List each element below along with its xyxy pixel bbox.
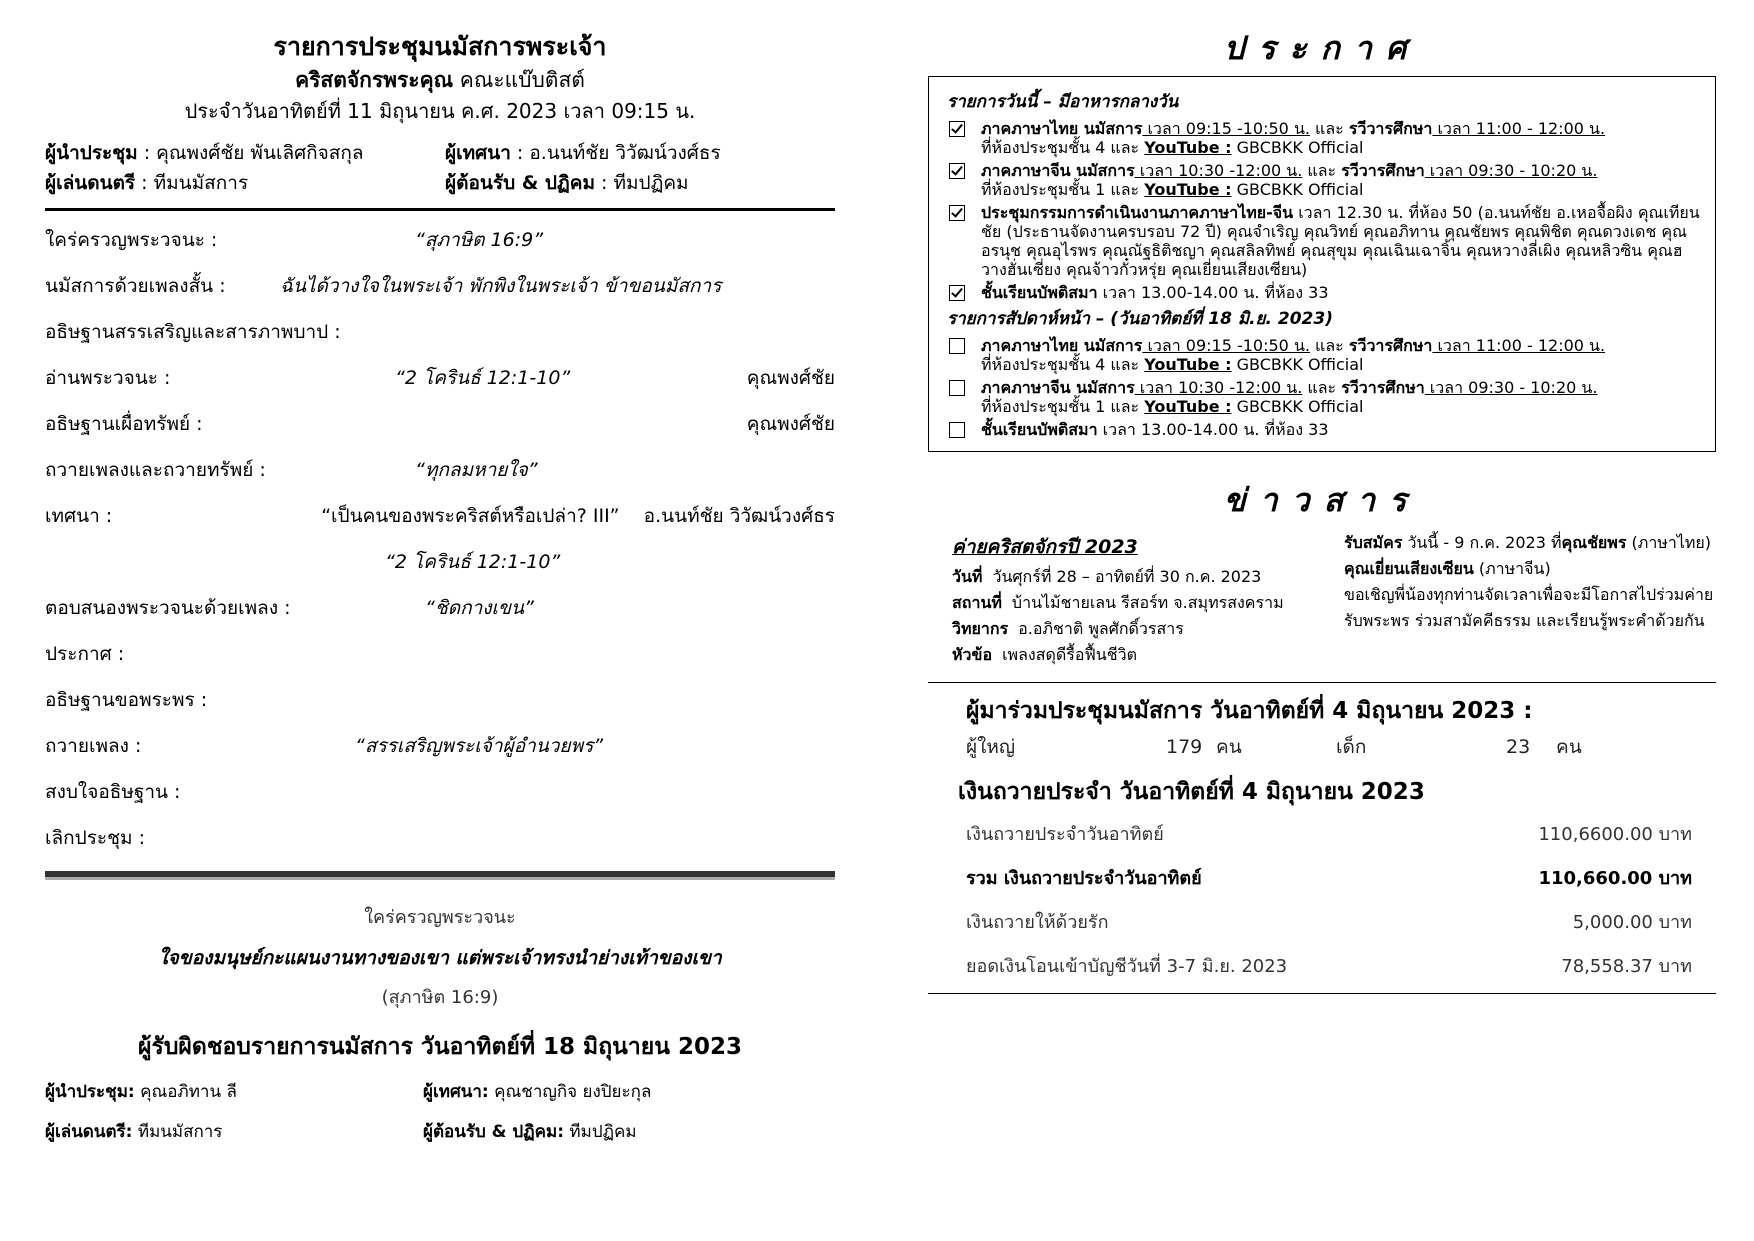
camp-value: วันศุกร์ที่ 28 – อาทิตย์ที่ 30 ก.ค. 2023	[992, 567, 1262, 586]
item-text: GBCBKK Official	[1231, 180, 1364, 199]
leader-label: ผู้ต้อนรับ & ปฏิคม	[445, 172, 595, 194]
order-person: คุณพงศ์ชัย	[746, 413, 835, 435]
verse-title: ใคร่ครวญพระวจนะ	[364, 907, 516, 928]
leader-value: ทีมปฏิคม	[564, 1122, 637, 1142]
item-text: เวลา 13.00-14.00 น. ที่ห้อง 33	[1097, 283, 1329, 302]
order-label: ถวายเพลงและถวายทรัพย์ :	[45, 459, 266, 481]
order-person: คุณพงศ์ชัย	[746, 367, 835, 389]
announce-box	[928, 76, 1716, 452]
order-row	[45, 815, 835, 861]
attendance-title: ผู้มาร่วมประชุมนมัสการ วันอาทิตย์ที่ 4 มิถุนายน 2023 :	[966, 698, 1533, 724]
reg-invite: ขอเชิญพี่น้องทุกท่านจัดเวลาเพื่อจะมีโอกาสไปร่วมค่ายรับพระพร ร่วมสามัคคีธรรม และเรียนรู้พระคำด้วยกัน	[1344, 585, 1714, 630]
item-bold: รวีวารศึกษา	[1341, 161, 1425, 180]
divider	[45, 871, 835, 880]
camp-title: ค่ายคริสตจักรปี 2023	[952, 536, 1138, 558]
youtube-label: YouTube :	[1144, 397, 1232, 416]
order-label: อ่านพระวจนะ :	[45, 367, 171, 389]
reg-bold: คุณชัยพร	[1561, 533, 1627, 552]
checkbox-checked-icon	[949, 163, 965, 179]
reg-bold: รับสมัคร	[1344, 533, 1403, 552]
order-label: อธิษฐานสรรเสริญและสารภาพบาป :	[45, 321, 341, 343]
announce-item	[947, 161, 1701, 199]
service-title: รายการประชุมนมัสการพระเจ้า	[273, 32, 607, 61]
item-bold: ภาคภาษาไทย นมัสการ	[981, 336, 1143, 355]
news-heading: ข่าวสาร	[1223, 481, 1421, 519]
camp-value: บ้านไม้ชายเลน รีสอร์ท จ.สมุทรสงคราม	[1011, 593, 1284, 612]
order-row	[45, 631, 835, 677]
order-label: ถวายเพลง :	[45, 735, 142, 757]
attendance-row	[928, 729, 1716, 765]
leader-label: ผู้นำประชุม	[45, 142, 138, 164]
leader-label: ผู้เล่นดนตรี:	[45, 1122, 133, 1142]
church-name-rest: คณะแบ๊บติสต์	[459, 68, 585, 92]
verse-text: ใจของมนุษย์กะแผนงานทางของเขา แต่พระเจ้าทรงนำย่างเท้าของเขา	[158, 947, 722, 969]
leader-item	[45, 1112, 423, 1152]
camp-key: สถานที่	[952, 593, 1002, 612]
adult-label: ผู้ใหญ่	[966, 736, 1016, 758]
camp-key: วิทยากร	[952, 619, 1009, 638]
leader-value: คุณอภิทาน ลี	[134, 1082, 237, 1102]
announce-item	[947, 420, 1701, 439]
offering-total-row	[928, 857, 1716, 901]
leader-label: ผู้เทศนา	[445, 142, 511, 164]
youtube-label: YouTube :	[1144, 138, 1232, 157]
offering-value: 110,6600.00 บาท	[1538, 824, 1692, 845]
next-week-leaders	[45, 1072, 835, 1152]
order-row	[45, 769, 835, 815]
checkbox-checked-icon	[949, 121, 965, 137]
leader-item	[45, 138, 445, 168]
offering-label: รวม เงินถวายประจำวันอาทิตย์	[966, 868, 1202, 889]
item-bold: ชั้นเรียนบัพติสมา	[981, 283, 1098, 302]
leader-label: ผู้เล่นดนตรี	[45, 172, 136, 194]
offering-value: 5,000.00 บาท	[1572, 912, 1692, 933]
order-row	[45, 355, 835, 401]
offering-value: 78,558.37 บาท	[1561, 956, 1692, 977]
checkbox-empty-icon	[949, 380, 965, 396]
order-row	[45, 263, 835, 309]
camp-details	[952, 530, 1344, 668]
offering-label: เงินถวายให้ด้วยรัก	[966, 912, 1109, 933]
camp-key: หัวข้อ	[952, 645, 993, 664]
camp-row	[952, 564, 1344, 590]
leader-item	[445, 138, 835, 168]
leader-item	[45, 168, 445, 198]
divider	[928, 993, 1716, 994]
child-label: เด็ก	[1336, 736, 1367, 758]
order-detail: “สรรเสริญพระเจ้าผู้อำนวยพร”	[355, 735, 604, 757]
item-bold: ชั้นเรียนบัพติสมา	[981, 420, 1098, 439]
camp-row	[952, 590, 1344, 616]
order-row	[45, 447, 835, 493]
reg-text: (ภาษาไทย)	[1626, 533, 1712, 552]
leader-value: คุณชาญกิจ ยงปิยะกุล	[488, 1082, 652, 1102]
item-text: เวลา 13.00-14.00 น. ที่ห้อง 33	[1097, 420, 1329, 439]
order-row	[45, 401, 835, 447]
announce-item	[947, 378, 1701, 416]
leader-item	[445, 168, 835, 198]
item-bold: รวีวารศึกษา	[1348, 336, 1433, 355]
divider	[45, 208, 835, 211]
leader-item	[423, 1112, 833, 1152]
reg-text: วันนี้ - 9 ก.ค. 2023 ที่	[1402, 533, 1562, 552]
item-text: GBCBKK Official	[1231, 355, 1364, 374]
checkbox-checked-icon	[949, 285, 965, 301]
offering-row	[928, 813, 1716, 857]
leader-label: ผู้เทศนา:	[423, 1082, 489, 1102]
leader-value: : ทีมปฏิคม	[595, 172, 689, 194]
announce-item	[947, 203, 1701, 279]
adult-count: 179	[1166, 736, 1203, 758]
announcements-column	[928, 30, 1716, 994]
order-label: เลิกประชุม :	[45, 827, 145, 849]
reg-text: (ภาษาจีน)	[1473, 559, 1551, 578]
item-time: เวลา 09:30 - 10:20 น.	[1424, 378, 1598, 397]
church-name-bold: คริสตจักรพระคุณ	[295, 68, 454, 92]
item-text: และ	[1309, 119, 1349, 138]
unit-label: คน	[1216, 736, 1242, 758]
order-detail: “สุภาษิต 16:9”	[415, 229, 544, 251]
item-bold: รวีวารศึกษา	[1341, 378, 1425, 397]
leader-value: : อ.นนท์ชัย วิวัฒน์วงศ์ธร	[510, 142, 721, 164]
announce-item	[947, 336, 1701, 374]
order-label: ประกาศ :	[45, 643, 125, 665]
camp-value: อ.อภิชาติ พูลศักดิ์วรสาร	[1018, 619, 1184, 638]
checkbox-checked-icon	[949, 205, 965, 221]
youtube-label: YouTube :	[1144, 180, 1232, 199]
service-date: ประจำวันอาทิตย์ที่ 11 มิถุนายน ค.ศ. 2023 เวลา 09:15 น.	[184, 99, 696, 123]
leader-value: ทีมนมัสการ	[132, 1122, 223, 1142]
order-label: นมัสการด้วยเพลงสั้น :	[45, 275, 226, 297]
next-week-announce-title: รายการสัปดาห์หน้า – (วันอาทิตย์ที่ 18 มิ.ย. 2023)	[947, 309, 1333, 329]
item-time: เวลา 09:30 - 10:20 น.	[1424, 161, 1598, 180]
item-text: และ	[1302, 378, 1342, 397]
item-text: ที่ห้องประชุมชั้น 4 และ	[981, 355, 1145, 374]
announce-item	[947, 283, 1701, 302]
reg-bold: คุณเยี่ยนเสียงเซียน	[1344, 559, 1474, 578]
camp-row	[952, 642, 1344, 668]
verse-reference: (สุภาษิต 16:9)	[381, 987, 499, 1008]
item-text: GBCBKK Official	[1231, 138, 1364, 157]
camp-key: วันที่	[952, 567, 983, 586]
item-time: เวลา 10:30 -12:00 น.	[1134, 161, 1303, 180]
item-time: เวลา 11:00 - 12:00 น.	[1432, 336, 1606, 355]
announce-heading: ประกาศ	[1223, 29, 1421, 67]
order-label: สงบใจอธิษฐาน :	[45, 781, 181, 803]
order-row	[45, 493, 835, 539]
unit-label: คน	[1556, 736, 1582, 758]
checkbox-empty-icon	[949, 422, 965, 438]
leader-item	[45, 1072, 423, 1112]
order-label: อธิษฐานเผื่อทรัพย์ :	[45, 413, 203, 435]
item-text: ที่ห้องประชุมชั้น 4 และ	[981, 138, 1145, 157]
order-row	[45, 217, 835, 263]
camp-value: เพลงสดุดีรื้อฟื้นชีวิต	[1002, 645, 1137, 664]
order-row	[45, 539, 835, 585]
divider	[928, 682, 1716, 683]
next-week-title: ผู้รับผิดชอบรายการนมัสการ วันอาทิตย์ที่ 18 มิถุนายน 2023	[138, 1034, 742, 1060]
leader-value: : ทีมนมัสการ	[135, 172, 249, 194]
item-bold: ประชุมกรรมการดำเนินงานภาคภาษาไทย-จีน	[981, 203, 1294, 222]
order-detail: “ชิดกางเขน”	[425, 597, 534, 619]
item-bold: ภาคภาษาไทย นมัสการ	[981, 119, 1143, 138]
item-time: เวลา 11:00 - 12:00 น.	[1432, 119, 1606, 138]
item-bold: รวีวารศึกษา	[1348, 119, 1433, 138]
item-bold: ภาคภาษาจีน นมัสการ	[981, 161, 1135, 180]
order-person: “เป็นคนของพระคริสต์หรือเปล่า? III” อ.นนท์ชัย วิวัฒน์วงศ์ธร	[321, 505, 835, 527]
order-detail: “2 โครินธ์ 12:1-10”	[395, 367, 571, 389]
offering-title: เงินถวายประจำ วันอาทิตย์ที่ 4 มิถุนายน 2023	[958, 779, 1425, 805]
order-label: ตอบสนองพระวจนะด้วยเพลง :	[45, 597, 291, 619]
item-bold: ภาคภาษาจีน นมัสการ	[981, 378, 1135, 397]
order-label: ใคร่ครวญพระวจนะ :	[45, 229, 218, 251]
order-row	[45, 677, 835, 723]
service-leaders	[45, 138, 835, 198]
item-text: GBCBKK Official	[1231, 397, 1364, 416]
order-row	[45, 585, 835, 631]
order-label: อธิษฐานขอพระพร :	[45, 689, 208, 711]
leader-value: : คุณพงศ์ชัย พันเลิศกิจสกุล	[137, 142, 364, 164]
leader-item	[423, 1072, 833, 1112]
item-text: ที่ห้องประชุมชั้น 1 และ	[981, 397, 1145, 416]
order-detail: “2 โครินธ์ 12:1-10”	[385, 551, 561, 573]
item-text: และ	[1309, 336, 1349, 355]
camp-row	[952, 616, 1344, 642]
order-detail: ฉันได้วางใจในพระเจ้า พักพิงในพระเจ้า ข้าขอนมัสการ	[280, 275, 722, 297]
order-label: เทศนา :	[45, 505, 113, 527]
offering-row	[928, 901, 1716, 945]
child-count: 23	[1506, 736, 1531, 758]
church-name	[45, 64, 835, 96]
item-text: เวลา 12.30 น. ที่ห้อง 50 (อ.นนท์ชัย อ.เหอจื้อผิง คุณเทียนชัย (ประธานจัดงานครบรอบ 72 ปี) คุณจำเริญ คุณวิทย์ คุณอภิทาน คุณชัยพร คุณพิชิต คุณดวงเดช คุณอรนุช คุณอุไรพร คุณณัฐธิติชญา คุณสลิลทิพย์ คุณสุขุม คุณเฉินเฉาจิ้น คุณหวางลี่เผิง คุณหลิวซิน คุณฮวางฮั่นเซี่ยง คุณจ้าวกั๋วหรุ่ย คุณเยี่ยนเสียงเซียน)	[981, 203, 1700, 279]
item-time: เวลา 10:30 -12:00 น.	[1134, 378, 1303, 397]
youtube-label: YouTube :	[1144, 355, 1232, 374]
item-time: เวลา 09:15 -10:50 น.	[1142, 336, 1310, 355]
service-order-column	[45, 30, 835, 1152]
offering-label: เงินถวายประจำวันอาทิตย์	[966, 824, 1164, 845]
today-title: รายการวันนี้ – มีอาหารกลางวัน	[947, 92, 1179, 112]
offering-value: 110,660.00 บาท	[1538, 868, 1692, 889]
item-text: และ	[1302, 161, 1342, 180]
news-section	[928, 530, 1716, 668]
announce-item	[947, 119, 1701, 157]
checkbox-empty-icon	[949, 338, 965, 354]
order-detail: “ทุกลมหายใจ”	[415, 459, 538, 481]
item-time: เวลา 09:15 -10:50 น.	[1142, 119, 1310, 138]
order-row	[45, 723, 835, 769]
order-of-service	[45, 217, 835, 861]
offering-row	[928, 945, 1716, 989]
camp-registration	[1344, 530, 1724, 668]
order-row	[45, 309, 835, 355]
leader-label: ผู้นำประชุม:	[45, 1082, 135, 1102]
offering-label: ยอดเงินโอนเข้าบัญชีวันที่ 3-7 มิ.ย. 2023	[966, 956, 1288, 977]
leader-label: ผู้ต้อนรับ & ปฏิคม:	[423, 1122, 564, 1142]
item-text: ที่ห้องประชุมชั้น 1 และ	[981, 180, 1145, 199]
